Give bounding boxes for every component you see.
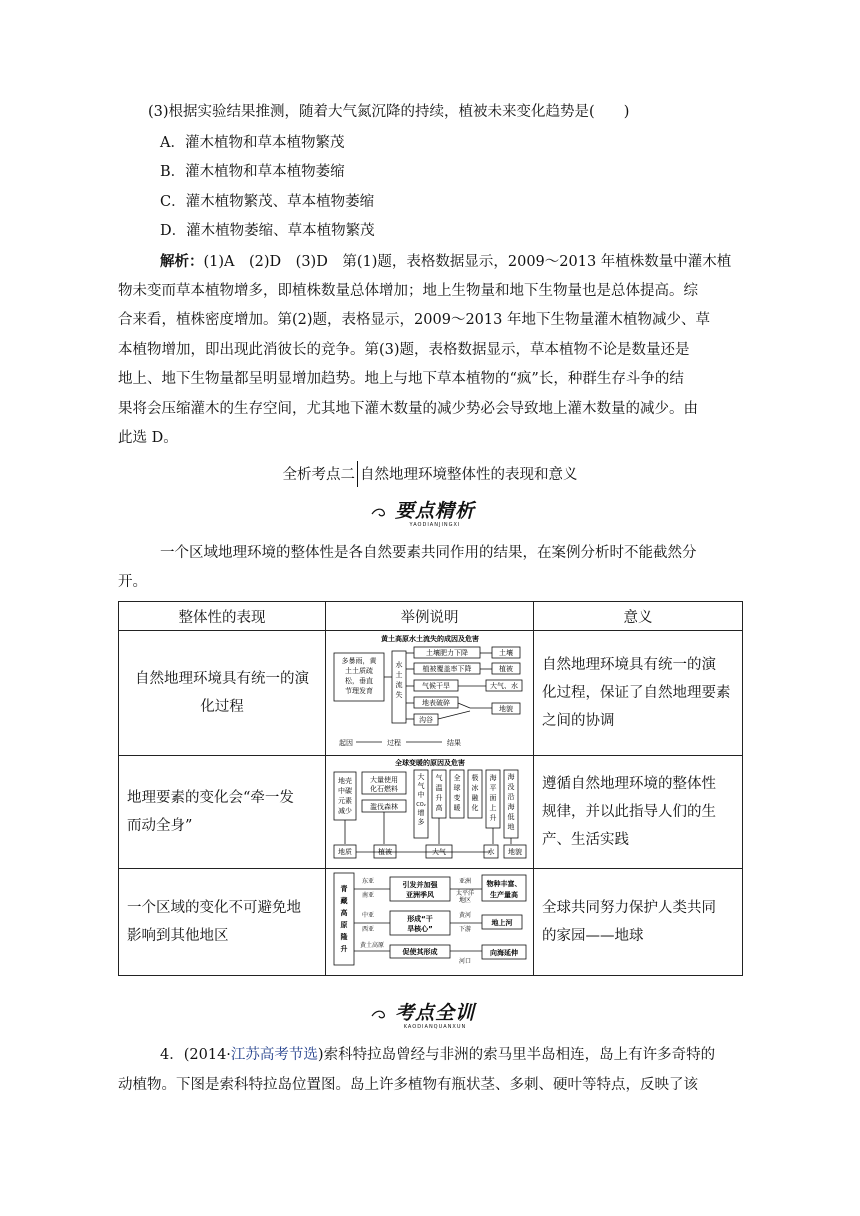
svg-text:全球变暖的原因及危害: 全球变暖的原因及危害 (394, 759, 465, 767)
svg-text:融: 融 (471, 794, 478, 802)
svg-text:CO₂: CO₂ (415, 802, 426, 808)
svg-text:亚洲: 亚洲 (458, 878, 471, 885)
tibetan-plateau-diagram (330, 869, 530, 971)
svg-text:流: 流 (395, 681, 402, 689)
svg-text:面: 面 (489, 794, 496, 802)
svg-text:水: 水 (487, 848, 494, 856)
svg-text:升: 升 (435, 794, 442, 802)
svg-text:过程: 过程 (386, 739, 401, 747)
section-divider (357, 461, 358, 487)
svg-text:地: 地 (507, 823, 514, 831)
analysis-label: 解析： (160, 253, 204, 270)
integrity-table (118, 601, 743, 976)
svg-text:变: 变 (453, 794, 460, 802)
banner-subtitle: KAODIANQUANXUN (403, 1024, 467, 1030)
table-row (119, 631, 743, 756)
analysis-line-7: 此选 D。 (118, 430, 178, 446)
question-4-line-1: 4．(2014·江苏高考节选)索科特拉岛曾经与非洲的索马里半岛相连，岛上有许多奇特的 (160, 1047, 716, 1063)
option-a: A．灌木植物和草本植物繁茂 (160, 135, 345, 151)
svg-text:大气、水: 大气、水 (489, 682, 518, 690)
row2-diagram-cell (326, 756, 534, 869)
svg-text:南亚: 南亚 (361, 892, 374, 899)
svg-text:化石燃料: 化石燃料 (369, 785, 398, 793)
svg-text:下游: 下游 (458, 926, 471, 933)
intro-line-2: 开。 (118, 574, 147, 590)
svg-text:起因: 起因 (338, 739, 353, 747)
section-title: 自然地理环境整体性的表现和意义 (360, 467, 578, 483)
question-4-number: 4． (160, 1047, 184, 1063)
question-4-line-2: 动植物。下图是索科特拉岛位置图。岛上许多植物有瓶状茎、多刺、硬叶等特点，反映了该 (118, 1077, 698, 1093)
analysis-line-6: 果将会压缩灌木的生存空间，尤其地下灌木数量的减少势必会导致地上灌木数量的减少。由 (118, 401, 698, 417)
svg-text:土: 土 (395, 671, 402, 679)
svg-text:地上河: 地上河 (491, 919, 512, 927)
svg-text:高: 高 (435, 804, 442, 812)
svg-text:植被: 植被 (498, 665, 513, 673)
svg-text:向海延伸: 向海延伸 (489, 949, 518, 957)
svg-text:没: 没 (507, 783, 514, 791)
svg-text:节理发育: 节理发育 (344, 687, 373, 695)
svg-text:减少: 减少 (337, 807, 352, 815)
svg-text:低: 低 (507, 813, 514, 821)
svg-text:地质: 地质 (337, 848, 352, 856)
svg-text:大气: 大气 (431, 848, 446, 856)
svg-text:河口: 河口 (458, 958, 471, 965)
svg-text:植被: 植被 (377, 848, 392, 856)
section-label: 全析考点二 (282, 467, 355, 483)
svg-text:太平洋: 太平洋 (455, 890, 474, 897)
svg-text:亚洲季风: 亚洲季风 (405, 891, 434, 899)
svg-text:增: 增 (417, 809, 424, 817)
analysis-line-1: 解析：(1)A (2)D (3)D 第(1)题，表格数据显示，2009～2013 年植株数量中灌木植 (160, 253, 732, 270)
diagram1-title: 黄土高原水土流失的成因及危害 (380, 635, 479, 643)
svg-text:气候干旱: 气候干旱 (421, 682, 450, 690)
svg-text:暖: 暖 (453, 804, 460, 812)
svg-text:结果: 结果 (446, 739, 461, 747)
svg-text:温: 温 (435, 784, 442, 792)
question-4-source: (2014· (183, 1047, 231, 1063)
svg-text:促使其形成: 促使其形成 (402, 948, 437, 956)
section-heading (0, 461, 860, 487)
svg-text:大: 大 (417, 773, 424, 781)
swirl-icon (370, 1008, 400, 1020)
analysis-line-3: 合来看，植株密度增加。第(2)题，表格显示，2009～2013 年地下生物量灌木植物减少、草 (118, 312, 710, 328)
svg-text:地壳: 地壳 (337, 777, 352, 785)
svg-text:失: 失 (395, 691, 402, 699)
svg-text:水: 水 (395, 661, 402, 669)
svg-text:地表破碎: 地表破碎 (421, 699, 450, 707)
svg-text:形成“干: 形成“干 (406, 915, 433, 923)
row3-performance: 一个区域的变化不可避免地 影响到其他地区 (119, 869, 326, 976)
loess-erosion-diagram (330, 631, 530, 751)
svg-text:松，垂直: 松，垂直 (344, 677, 373, 685)
table-header-row (119, 602, 743, 631)
banner-key-points (370, 500, 500, 536)
svg-text:滥伐森林: 滥伐森林 (369, 803, 398, 811)
option-d: D．灌木植物萎缩、草本植物繁茂 (160, 223, 375, 239)
svg-text:海: 海 (507, 803, 514, 811)
svg-text:极: 极 (471, 774, 478, 782)
svg-text:中亚: 中亚 (361, 912, 374, 919)
svg-text:土土质疏: 土土质疏 (344, 667, 373, 675)
row3-meaning: 全球共同努力保护人类共同 的家园——地球 (534, 869, 743, 976)
row1-diagram-cell (326, 631, 534, 756)
table-row (119, 869, 743, 976)
analysis-line-5: 地上、地下生物量都呈明显增加趋势。地上与地下草本植物的“疯”长，种群生存斗争的结 (118, 371, 684, 387)
svg-text:冰: 冰 (471, 784, 478, 792)
svg-text:物种丰富、: 物种丰富、 (486, 880, 521, 888)
global-warming-diagram (330, 756, 530, 864)
swirl-icon (370, 506, 400, 518)
banner-title: 考点全训 (394, 1002, 475, 1024)
svg-text:生产量高: 生产量高 (489, 891, 518, 899)
banner-exercises (370, 1002, 500, 1038)
svg-text:大量使用: 大量使用 (369, 776, 398, 784)
banner-subtitle: YAODIANJINGXI (409, 522, 461, 528)
svg-text:黄土高原: 黄土高原 (359, 942, 384, 949)
svg-text:全: 全 (453, 774, 460, 782)
option-b: B．灌木植物和草本植物萎缩 (160, 164, 345, 180)
svg-text:沿: 沿 (507, 793, 514, 801)
svg-text:化: 化 (471, 804, 478, 812)
svg-text:地貌: 地貌 (507, 848, 522, 856)
header-performance: 整体性的表现 (119, 602, 326, 631)
svg-text:多暴雨，黄: 多暴雨，黄 (341, 657, 376, 665)
row2-performance: 地理要素的变化会“牵一发 而动全身” (119, 756, 326, 869)
row2-meaning: 遵循自然地理环境的整体性 规律，并以此指导人们的生 产、生活实践 (534, 756, 743, 869)
svg-text:青: 青 (340, 885, 347, 893)
svg-text:藏: 藏 (340, 897, 347, 905)
svg-text:沟谷: 沟谷 (418, 716, 433, 724)
svg-text:地貌: 地貌 (498, 705, 513, 713)
svg-text:升: 升 (340, 945, 347, 953)
svg-text:海: 海 (507, 773, 514, 781)
svg-text:多: 多 (417, 818, 424, 826)
svg-text:高: 高 (340, 909, 347, 917)
analysis-line-4: 本植物增加，即出现此消彼长的竞争。第(3)题，表格数据显示，草本植物不论是数量还是 (118, 342, 690, 358)
svg-text:海: 海 (489, 774, 496, 782)
header-example: 举例说明 (326, 602, 534, 631)
svg-text:东亚: 东亚 (361, 878, 374, 885)
svg-text:土壤肥力下降: 土壤肥力下降 (425, 649, 468, 657)
row1-meaning: 自然地理环境具有统一的演 化过程，保证了自然地理要素 之间的协调 (534, 631, 743, 756)
question-3-stem: (3)根据实验结果推测，随着大气氮沉降的持续，植被未来变化趋势是( ) (148, 104, 630, 120)
svg-text:球: 球 (453, 784, 460, 792)
row1-performance: 自然地理环境具有统一的演 化过程 (119, 631, 326, 756)
svg-text:原: 原 (340, 921, 347, 929)
svg-text:西亚: 西亚 (361, 926, 374, 933)
svg-text:地区: 地区 (458, 897, 471, 904)
svg-text:黄河: 黄河 (458, 912, 471, 919)
header-meaning: 意义 (534, 602, 743, 631)
svg-text:引发并加强: 引发并加强 (402, 881, 437, 889)
svg-text:平: 平 (489, 784, 496, 792)
analysis-line-2: 物未变而草本植物增多，即植株数量总体增加；地上生物量和地下生物量也是总体提高。综 (118, 283, 698, 299)
banner-title: 要点精析 (394, 500, 475, 522)
svg-text:植被覆盖率下降: 植被覆盖率下降 (422, 665, 471, 673)
warming-columns (414, 770, 518, 838)
intro-line-1: 一个区域地理环境的整体性是各自然要素共同作用的结果，在案例分析时不能截然分 (160, 545, 697, 561)
svg-text:升: 升 (489, 814, 496, 822)
row3-diagram-cell (326, 869, 534, 976)
svg-text:气: 气 (435, 774, 442, 782)
svg-text:中碳: 中碳 (337, 787, 352, 795)
svg-text:旱核心”: 旱核心” (406, 925, 433, 933)
svg-text:中: 中 (417, 791, 424, 799)
svg-text:上: 上 (489, 804, 496, 812)
svg-text:土壤: 土壤 (498, 649, 513, 657)
option-c: C．灌木植物繁茂、草本植物萎缩 (160, 194, 375, 210)
svg-text:元素: 元素 (337, 797, 352, 805)
svg-text:气: 气 (417, 782, 424, 790)
svg-text:隆: 隆 (340, 933, 347, 941)
question-4-source-link[interactable]: 江苏高考节选 (230, 1047, 318, 1063)
table-row (119, 756, 743, 869)
